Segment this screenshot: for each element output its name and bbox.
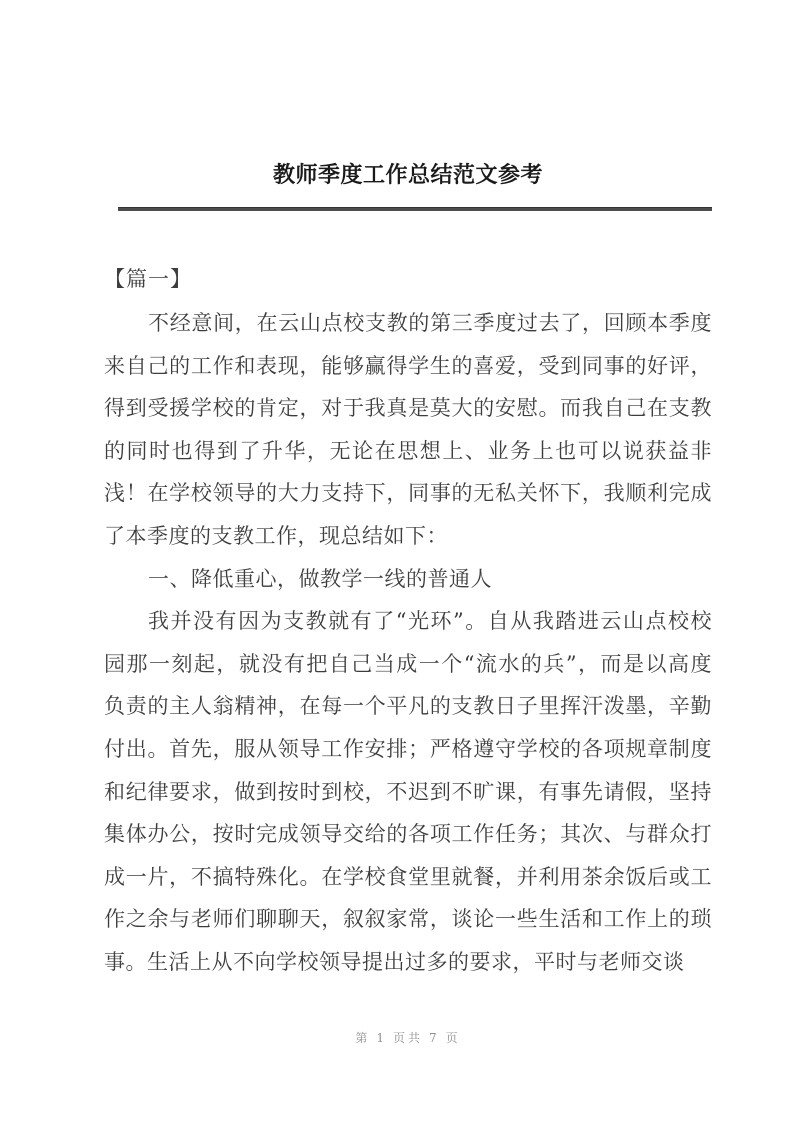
body-line: 来自己的工作和表现，能够赢得学生的喜爱，受到同事的好评，: [104, 353, 712, 378]
body-line: 集体办公，按时完成领导交给的各项工作任务；其次、与群众打: [104, 822, 712, 847]
body-line: 成一片，不搞特殊化。在学校食堂里就餐，并利用茶余饭后或工: [104, 864, 712, 889]
footer-pages-label: 页共: [392, 1031, 423, 1045]
body-line: 和纪律要求，做到按时到校，不迟到不旷课，有事先请假，坚持: [104, 779, 712, 804]
body-line: 了本季度的支教工作，现总结如下：: [104, 523, 448, 548]
footer-page-label: 第: [355, 1031, 371, 1045]
body-line: 得到受援学校的肯定，对于我真是莫大的安慰。而我自己在支教: [104, 396, 712, 421]
section-label: 【篇一】: [104, 267, 192, 291]
body-line: 浅！在学校领导的大力支持下，同事的无私关怀下，我顺利完成: [104, 481, 712, 506]
body-line: 的同时也得到了升华，无论在思想上、业务上也可以说获益非: [104, 438, 712, 463]
body-line: 一、降低重心，做教学一线的普通人: [148, 566, 492, 591]
body-line: 我并没有因为支教就有了“光环”。自从我踏进云山点校校: [148, 609, 712, 634]
footer-total-pages: 7: [429, 1031, 440, 1045]
page-title: 教师季度工作总结范文参考: [272, 163, 543, 188]
document-content: [104, 160, 712, 984]
body-line: 负责的主人翁精神，在每一个平凡的支教日子里挥汗泼墨，辛勤: [104, 694, 712, 719]
body-line: 园那一刻起，就没有把自己当成一个“流水的兵”，而是以高度: [104, 651, 712, 676]
article-body: [104, 302, 712, 984]
footer-page-number: 1: [376, 1031, 387, 1045]
footer-unit-label: 页: [445, 1031, 461, 1045]
body-line: 作之余与老师们聊聊天，叙叙家常，谈论一些生活和工作上的琐: [104, 907, 712, 932]
body-line: 付出。首先，服从领导工作安排；严格遵守学校的各项规章制度: [104, 736, 712, 761]
page-footer: [104, 1029, 712, 1047]
body-line: 不经意间，在云山点校支教的第三季度过去了，回顾本季度: [148, 311, 712, 335]
title-divider: [118, 207, 712, 211]
body-line: 事。生活上从不向学校领导提出过多的要求，平时与老师交谈: [104, 949, 685, 974]
